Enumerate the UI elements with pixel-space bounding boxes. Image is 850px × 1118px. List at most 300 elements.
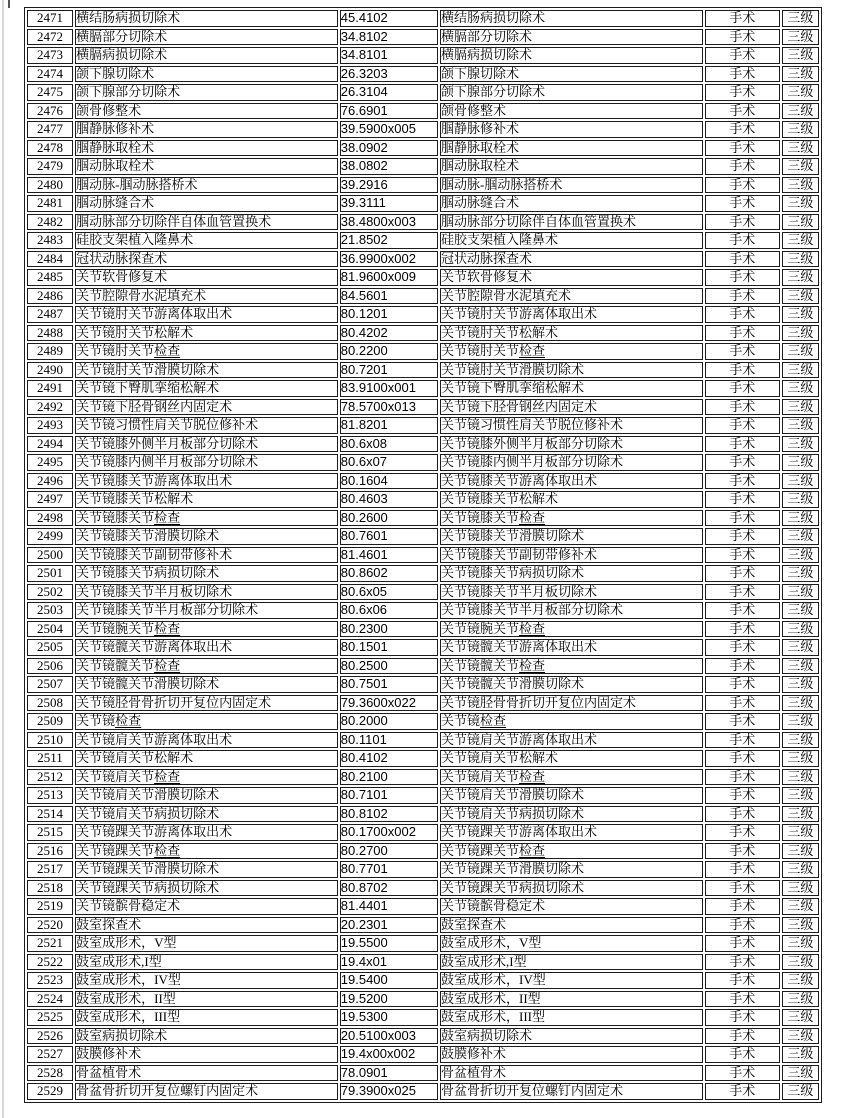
operation-code-cell: 80.2600 <box>340 510 438 527</box>
category-cell: 手术 <box>705 325 780 342</box>
operation-name-cell <box>75 343 338 360</box>
table-row <box>27 454 819 471</box>
operation-name-repeat-cell <box>440 861 703 878</box>
table-row <box>27 121 819 138</box>
operation-name-text: 关节镜下胫骨钢丝内固定术 <box>441 398 598 414</box>
operation-name-text: 硅胶支架植入隆鼻术 <box>76 232 194 247</box>
row-number-cell: 2521 <box>27 935 73 952</box>
operation-name-cell <box>75 954 338 971</box>
table-row <box>27 10 819 27</box>
operation-name-text: 关节镜习惯性肩关节脱位修补术 <box>76 417 259 432</box>
category-cell: 手术 <box>705 158 780 175</box>
category-cell: 手术 <box>705 658 780 675</box>
table-row <box>27 103 819 120</box>
level-cell: 三级 <box>782 306 819 323</box>
operation-name-cell <box>75 140 338 157</box>
table-row <box>27 732 819 749</box>
operation-code-cell: 79.3600x022 <box>340 695 438 712</box>
operation-name-repeat-cell <box>440 362 703 379</box>
operation-name-cell <box>75 769 338 786</box>
operation-name-cell <box>75 917 338 934</box>
operation-code-cell: 80.4202 <box>340 325 438 342</box>
level-cell: 三级 <box>782 954 819 971</box>
level-cell: 三级 <box>782 47 819 64</box>
operation-name-repeat-cell <box>440 954 703 971</box>
level-cell: 三级 <box>782 66 819 83</box>
operation-name-repeat-cell <box>440 584 703 601</box>
level-cell: 三级 <box>782 103 819 120</box>
operation-name-repeat-cell <box>440 288 703 305</box>
operation-name-repeat-cell <box>440 343 703 360</box>
category-cell: 手术 <box>705 750 780 767</box>
table-row <box>27 769 819 786</box>
row-number-cell: 2504 <box>27 621 73 638</box>
category-cell: 手术 <box>705 769 780 786</box>
operation-name-text: 关节镜 <box>441 713 481 728</box>
row-number-cell: 2502 <box>27 584 73 601</box>
category-cell: 手术 <box>705 306 780 323</box>
operation-name-text: 关节镜膝关节 <box>76 509 155 525</box>
operation-name-text: 鼓室探查术 <box>441 916 507 932</box>
operation-name-repeat-cell <box>440 732 703 749</box>
row-number-cell: 2505 <box>27 639 73 656</box>
operation-name-cell <box>75 732 338 749</box>
operation-name-text: 关节镜踝关节游离体取出术 <box>441 824 598 839</box>
table-row <box>27 972 819 989</box>
level-cell: 三级 <box>782 528 819 545</box>
operation-name-cell <box>75 695 338 712</box>
category-cell: 手术 <box>705 1065 780 1082</box>
operation-code-cell: 39.2916 <box>340 177 438 194</box>
row-number-cell: 2495 <box>27 454 73 471</box>
operation-name-text: 关节镜肩关节病损切除术 <box>76 805 220 821</box>
category-cell: 手术 <box>705 880 780 897</box>
table-row <box>27 547 819 564</box>
level-cell: 三级 <box>782 158 819 175</box>
operation-code-cell: 80.8102 <box>340 806 438 823</box>
operation-code-cell: 80.7101 <box>340 787 438 804</box>
operation-name-underlined-text: 检查 <box>519 842 546 858</box>
operation-name-repeat-cell <box>440 843 703 860</box>
operation-name-cell <box>75 880 338 897</box>
table-row <box>27 565 819 582</box>
operation-name-repeat-cell <box>440 269 703 286</box>
operation-name-repeat-cell <box>440 325 703 342</box>
operation-code-cell: 80.6x08 <box>340 436 438 453</box>
category-cell: 手术 <box>705 362 780 379</box>
category-cell: 手术 <box>705 528 780 545</box>
operation-name-text: 关节镜肘关节游离体取出术 <box>441 306 598 321</box>
operation-name-text: 腘动脉部分切除伴自体血管置换术 <box>76 213 272 229</box>
operation-name-text: 关节镜髋关节滑膜切除术 <box>76 676 220 691</box>
row-number-cell: 2523 <box>27 972 73 989</box>
operation-name-cell <box>75 288 338 305</box>
category-cell: 手术 <box>705 417 780 434</box>
operation-name-repeat-cell <box>440 824 703 841</box>
operation-name-text: 关节镜下胫骨钢丝内固定术 <box>76 398 233 414</box>
category-cell: 手术 <box>705 47 780 64</box>
operation-name-repeat-cell <box>440 1083 703 1100</box>
operation-name-text: 颌下腺部分切除术 <box>76 84 181 99</box>
level-cell: 三级 <box>782 343 819 360</box>
operation-name-text: 鼓室病损切除术 <box>76 1027 168 1043</box>
operation-name-repeat-cell <box>440 658 703 675</box>
operation-name-cell <box>75 806 338 823</box>
operation-name-repeat-cell <box>440 306 703 323</box>
operation-name-text: 鼓室成形术，IV型 <box>441 972 546 987</box>
operation-name-text: 鼓膜修补术 <box>76 1046 142 1061</box>
operation-name-text: 关节镜习惯性肩关节脱位修补术 <box>441 417 624 432</box>
operation-name-text: 鼓室成形术,I型 <box>76 953 162 969</box>
operation-name-text: 关节镜肩关节病损切除术 <box>441 805 585 821</box>
row-number-cell: 2471 <box>27 10 73 27</box>
row-number-cell: 2510 <box>27 732 73 749</box>
operation-name-cell <box>75 177 338 194</box>
table-row <box>27 898 819 915</box>
operation-name-underlined-text: 检查 <box>154 509 181 525</box>
operation-name-repeat-cell <box>440 602 703 619</box>
table-row <box>27 917 819 934</box>
operation-name-text: 关节镜膝关节滑膜切除术 <box>441 528 585 543</box>
operation-name-repeat-cell <box>440 29 703 46</box>
level-cell: 三级 <box>782 251 819 268</box>
operation-name-cell <box>75 547 338 564</box>
operation-code-cell: 39.3111 <box>340 195 438 212</box>
category-cell: 手术 <box>705 121 780 138</box>
table-row <box>27 806 819 823</box>
category-cell: 手术 <box>705 1028 780 1045</box>
operation-name-text: 关节镜踝关节滑膜切除术 <box>441 861 585 876</box>
operation-name-text: 关节镜下臀肌挛缩松解术 <box>76 380 220 395</box>
table-row <box>27 195 819 212</box>
level-cell: 三级 <box>782 491 819 508</box>
operation-name-text: 鼓室成形术，III型 <box>441 1009 546 1024</box>
operation-code-cell: 38.0902 <box>340 140 438 157</box>
level-cell: 三级 <box>782 1028 819 1045</box>
operation-name-text: 关节镜膝关节半月板部分切除术 <box>441 602 624 617</box>
operation-name-cell <box>75 621 338 638</box>
operation-code-cell: 45.4102 <box>340 10 438 27</box>
operation-code-cell: 38.4800x003 <box>340 214 438 231</box>
operation-name-repeat-cell <box>440 251 703 268</box>
row-number-cell: 2497 <box>27 491 73 508</box>
level-cell: 三级 <box>782 824 819 841</box>
operation-name-repeat-cell <box>440 565 703 582</box>
category-cell: 手术 <box>705 898 780 915</box>
operation-name-repeat-cell <box>440 232 703 249</box>
operation-code-cell: 19.4x01 <box>340 954 438 971</box>
table-row <box>27 436 819 453</box>
category-cell: 手术 <box>705 1009 780 1026</box>
row-number-cell: 2514 <box>27 806 73 823</box>
level-cell: 三级 <box>782 269 819 286</box>
table-row <box>27 66 819 83</box>
operation-name-text: 骨盆骨折切开复位螺钉内固定术 <box>441 1083 624 1098</box>
level-cell: 三级 <box>782 843 819 860</box>
table-row <box>27 251 819 268</box>
operation-name-text: 关节镜肘关节松解术 <box>76 324 194 340</box>
operation-name-text: 关节镜膝关节 <box>441 509 520 525</box>
operation-code-cell: 80.2200 <box>340 343 438 360</box>
operation-name-text: 颌下腺部分切除术 <box>441 84 546 99</box>
row-number-cell: 2489 <box>27 343 73 360</box>
level-cell: 三级 <box>782 732 819 749</box>
operation-name-text: 关节镜膝关节半月板切除术 <box>76 583 233 599</box>
level-cell: 三级 <box>782 972 819 989</box>
operation-name-repeat-cell <box>440 750 703 767</box>
table-row <box>27 288 819 305</box>
operation-code-cell: 81.4401 <box>340 898 438 915</box>
operation-name-text: 关节镜髋关节游离体取出术 <box>441 639 598 654</box>
operation-name-cell <box>75 1009 338 1026</box>
table-row <box>27 658 819 675</box>
operation-name-text: 关节镜踝关节游离体取出术 <box>76 824 233 839</box>
operation-name-text: 腘动脉缝合术 <box>76 195 155 210</box>
row-number-cell: 2490 <box>27 362 73 379</box>
operation-code-cell: 78.5700x013 <box>340 399 438 416</box>
page-top-left-tick <box>8 0 10 8</box>
operation-name-repeat-cell <box>440 639 703 656</box>
operation-code-cell: 81.4601 <box>340 547 438 564</box>
category-cell: 手术 <box>705 214 780 231</box>
operation-name-cell <box>75 436 338 453</box>
row-number-cell: 2485 <box>27 269 73 286</box>
table-row <box>27 29 819 46</box>
operation-name-text: 关节软骨修复术 <box>441 269 533 284</box>
operation-name-cell <box>75 214 338 231</box>
level-cell: 三级 <box>782 565 819 582</box>
operation-name-repeat-cell <box>440 195 703 212</box>
table-row <box>27 676 819 693</box>
row-number-cell: 2509 <box>27 713 73 730</box>
operation-name-repeat-cell <box>440 1028 703 1045</box>
level-cell: 三级 <box>782 399 819 416</box>
operation-name-repeat-cell <box>440 806 703 823</box>
operation-name-text: 关节镜 <box>76 713 116 728</box>
operation-name-text: 关节镜膝关节游离体取出术 <box>441 472 598 488</box>
row-number-cell: 2484 <box>27 251 73 268</box>
operation-name-text: 关节镜髌骨稳定术 <box>441 898 546 913</box>
operation-name-text: 关节镜踝关节滑膜切除术 <box>76 861 220 876</box>
operation-code-cell: 36.9900x002 <box>340 251 438 268</box>
table-row <box>27 528 819 545</box>
operation-name-repeat-cell <box>440 935 703 952</box>
level-cell: 三级 <box>782 1009 819 1026</box>
operation-name-cell <box>75 1065 338 1082</box>
operation-name-cell <box>75 66 338 83</box>
row-number-cell: 2496 <box>27 473 73 490</box>
level-cell: 三级 <box>782 214 819 231</box>
category-cell: 手术 <box>705 436 780 453</box>
operation-code-cell: 39.5900x005 <box>340 121 438 138</box>
operation-name-text: 鼓室成形术，II型 <box>441 990 541 1006</box>
operation-name-text: 关节镜肘关节 <box>441 343 520 358</box>
operation-code-cell: 80.2000 <box>340 713 438 730</box>
category-cell: 手术 <box>705 1083 780 1100</box>
operation-name-text: 腘动脉-腘动脉搭桥术 <box>441 176 563 192</box>
row-number-cell: 2520 <box>27 917 73 934</box>
operation-name-repeat-cell <box>440 47 703 64</box>
level-cell: 三级 <box>782 177 819 194</box>
row-number-cell: 2475 <box>27 84 73 101</box>
operation-name-repeat-cell <box>440 547 703 564</box>
operation-name-cell <box>75 565 338 582</box>
operation-name-repeat-cell <box>440 769 703 786</box>
operation-name-cell <box>75 158 338 175</box>
operation-name-cell <box>75 584 338 601</box>
table-row <box>27 158 819 175</box>
operation-code-cell: 80.7201 <box>340 362 438 379</box>
category-cell: 手术 <box>705 787 780 804</box>
operation-name-text: 关节镜膝关节游离体取出术 <box>76 472 233 488</box>
row-number-cell: 2488 <box>27 325 73 342</box>
level-cell: 三级 <box>782 639 819 656</box>
row-number-cell: 2487 <box>27 306 73 323</box>
operation-code-cell: 80.6x06 <box>340 602 438 619</box>
operation-name-text: 关节镜膝关节半月板切除术 <box>441 583 598 599</box>
operation-name-cell <box>75 325 338 342</box>
table-row <box>27 177 819 194</box>
operation-name-text: 关节镜肘关节滑膜切除术 <box>76 361 220 377</box>
row-number-cell: 2473 <box>27 47 73 64</box>
operation-name-underlined-text: 检查 <box>519 768 546 784</box>
operation-name-text: 关节镜肩关节游离体取出术 <box>76 731 233 747</box>
level-cell: 三级 <box>782 380 819 397</box>
operation-name-cell <box>75 232 338 249</box>
row-number-cell: 2526 <box>27 1028 73 1045</box>
level-cell: 三级 <box>782 602 819 619</box>
operation-name-text: 鼓室成形术，V型 <box>441 935 542 950</box>
operation-name-cell <box>75 861 338 878</box>
operation-code-cell: 81.8201 <box>340 417 438 434</box>
operation-name-text: 鼓室探查术 <box>76 916 142 932</box>
category-cell: 手术 <box>705 473 780 490</box>
operation-name-underlined-text: 检查 <box>519 657 546 673</box>
category-cell: 手术 <box>705 177 780 194</box>
operation-name-cell <box>75 1028 338 1045</box>
operation-name-cell <box>75 676 338 693</box>
table-row <box>27 824 819 841</box>
operation-name-text: 关节镜肘关节 <box>76 343 155 358</box>
row-number-cell: 2511 <box>27 750 73 767</box>
row-number-cell: 2481 <box>27 195 73 212</box>
operation-name-text: 关节镜腕关节 <box>76 620 155 636</box>
operation-code-cell: 34.8101 <box>340 47 438 64</box>
table-row <box>27 306 819 323</box>
level-cell: 三级 <box>782 84 819 101</box>
table-row <box>27 417 819 434</box>
operation-code-cell: 80.4102 <box>340 750 438 767</box>
operation-name-text: 关节镜胫骨骨折切开复位内固定术 <box>76 694 272 710</box>
row-number-cell: 2482 <box>27 214 73 231</box>
operation-name-cell <box>75 898 338 915</box>
operation-name-text: 关节镜下臀肌挛缩松解术 <box>441 380 585 395</box>
table-row <box>27 991 819 1008</box>
category-cell: 手术 <box>705 917 780 934</box>
table-row <box>27 232 819 249</box>
operation-name-cell <box>75 602 338 619</box>
operation-code-cell: 78.0901 <box>340 1065 438 1082</box>
level-cell: 三级 <box>782 769 819 786</box>
operation-name-repeat-cell <box>440 917 703 934</box>
row-number-cell: 2516 <box>27 843 73 860</box>
operation-name-cell <box>75 399 338 416</box>
row-number-cell: 2506 <box>27 658 73 675</box>
operation-name-text: 腘静脉修补术 <box>441 121 520 136</box>
level-cell: 三级 <box>782 121 819 138</box>
operation-name-cell <box>75 362 338 379</box>
row-number-cell: 2524 <box>27 991 73 1008</box>
operation-name-underlined-text: 检查 <box>154 657 181 673</box>
row-number-cell: 2508 <box>27 695 73 712</box>
row-number-cell: 2474 <box>27 66 73 83</box>
row-number-cell: 2522 <box>27 954 73 971</box>
operation-code-cell: 19.5400 <box>340 972 438 989</box>
operation-name-text: 横膈病损切除术 <box>76 47 168 62</box>
operation-name-cell <box>75 750 338 767</box>
page-left-edge-line <box>2 0 4 1118</box>
table-row <box>27 491 819 508</box>
operation-name-text: 关节镜肩关节滑膜切除术 <box>76 787 220 802</box>
category-cell: 手术 <box>705 639 780 656</box>
level-cell: 三级 <box>782 510 819 527</box>
operation-name-cell <box>75 29 338 46</box>
operation-name-cell <box>75 713 338 730</box>
operation-code-cell: 21.8502 <box>340 232 438 249</box>
operation-name-underlined-text: 检查 <box>519 620 546 636</box>
category-cell: 手术 <box>705 732 780 749</box>
table-row <box>27 325 819 342</box>
table-row <box>27 269 819 286</box>
operation-name-text: 关节镜膝关节副韧带修补术 <box>441 546 598 562</box>
operation-name-repeat-cell <box>440 713 703 730</box>
operation-code-cell: 19.5200 <box>340 991 438 1008</box>
operation-name-text: 关节镜胫骨骨折切开复位内固定术 <box>441 694 637 710</box>
category-cell: 手术 <box>705 584 780 601</box>
category-cell: 手术 <box>705 676 780 693</box>
operation-name-cell <box>75 84 338 101</box>
table-row <box>27 843 819 860</box>
operation-code-cell: 80.7501 <box>340 676 438 693</box>
level-cell: 三级 <box>782 935 819 952</box>
operation-name-text: 颌骨修整术 <box>76 102 142 118</box>
operation-code-cell: 80.8702 <box>340 880 438 897</box>
operation-name-text: 腘静脉取栓术 <box>76 139 155 155</box>
row-number-cell: 2477 <box>27 121 73 138</box>
operation-name-text: 鼓室成形术，IV型 <box>76 972 181 987</box>
table-row <box>27 1046 819 1063</box>
row-number-cell: 2494 <box>27 436 73 453</box>
operation-code-cell: 81.9600x009 <box>340 269 438 286</box>
row-number-cell: 2483 <box>27 232 73 249</box>
category-cell: 手术 <box>705 103 780 120</box>
category-cell: 手术 <box>705 547 780 564</box>
level-cell: 三级 <box>782 417 819 434</box>
row-number-cell: 2518 <box>27 880 73 897</box>
operation-name-cell <box>75 121 338 138</box>
operation-name-cell <box>75 528 338 545</box>
table-row <box>27 1065 819 1082</box>
operation-name-text: 关节软骨修复术 <box>76 269 168 284</box>
table-row <box>27 84 819 101</box>
level-cell: 三级 <box>782 1083 819 1100</box>
operation-name-cell <box>75 991 338 1008</box>
operation-name-cell <box>75 454 338 471</box>
operation-name-text: 颌下腺切除术 <box>76 65 155 81</box>
table-row <box>27 47 819 64</box>
row-number-cell: 2491 <box>27 380 73 397</box>
operation-code-cell: 34.8102 <box>340 29 438 46</box>
